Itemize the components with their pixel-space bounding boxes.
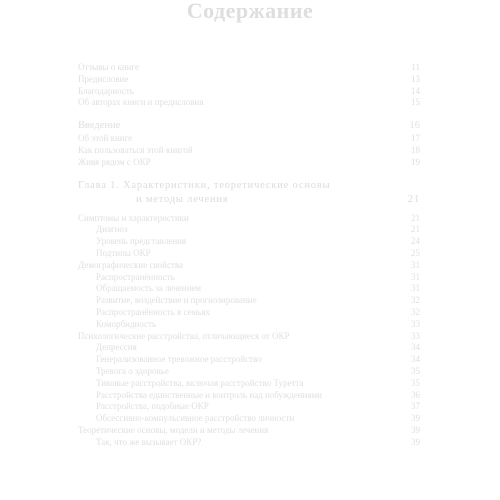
toc-entry-page: 34 bbox=[411, 342, 420, 353]
toc-entry[interactable] bbox=[78, 413, 420, 425]
toc-entry[interactable] bbox=[78, 248, 420, 260]
toc-entry-label: Так, что же вызывает ОКР? bbox=[96, 436, 202, 447]
toc-entry-label: Предисловие bbox=[78, 73, 129, 84]
toc-entry-label: Коморбидность bbox=[96, 318, 157, 329]
toc-entry[interactable] bbox=[78, 307, 420, 319]
toc-entry[interactable] bbox=[78, 283, 420, 295]
toc-entry[interactable] bbox=[78, 145, 420, 157]
toc-entry[interactable] bbox=[78, 224, 420, 236]
toc-entry-page: 24 bbox=[411, 236, 420, 247]
toc-entry-intro[interactable] bbox=[78, 119, 420, 133]
toc-entry-page: 31 bbox=[411, 271, 420, 282]
toc-entry-page: 14 bbox=[411, 85, 420, 96]
toc-entry-label: Генерализованное тревожное расстройство bbox=[96, 354, 262, 365]
toc-entry-label: Обсессивно-компульсивное расстройство личности bbox=[96, 413, 295, 424]
toc-entry-page: 32 bbox=[411, 295, 420, 306]
front-matter-list bbox=[78, 62, 420, 109]
toc-entry-label: Демографические свойства bbox=[78, 259, 183, 270]
toc-entry[interactable] bbox=[78, 331, 420, 343]
toc-entry[interactable] bbox=[78, 378, 420, 390]
toc-entry-label: Об этой книге bbox=[78, 133, 133, 144]
toc-entry-label: Уровень представления bbox=[96, 236, 187, 247]
toc-entry-label: Психологические расстройства, отличающиеся от ОКР bbox=[78, 330, 290, 341]
toc-entry-label: Тревога о здоровье bbox=[96, 365, 169, 376]
chapter-heading-line2[interactable] bbox=[78, 193, 420, 207]
intro-list bbox=[78, 133, 420, 168]
toc-entry-page: 33 bbox=[411, 330, 420, 341]
toc-entry-label: Обращаемость за лечением bbox=[96, 283, 202, 294]
toc-entry-label: Расстройства, подобные ОКР bbox=[96, 401, 209, 412]
toc-entry-page: 11 bbox=[411, 62, 420, 72]
toc-entry-page: 36 bbox=[411, 389, 420, 400]
toc-entry[interactable] bbox=[78, 133, 420, 145]
toc-entry-page: 32 bbox=[411, 306, 420, 317]
toc-entry[interactable] bbox=[78, 319, 420, 331]
toc-entry-page: 17 bbox=[411, 133, 420, 144]
toc-entry[interactable] bbox=[78, 401, 420, 413]
toc-entry[interactable] bbox=[78, 62, 420, 74]
toc-entry[interactable] bbox=[78, 213, 420, 225]
toc-entry[interactable] bbox=[78, 342, 420, 354]
toc-entry[interactable] bbox=[78, 74, 420, 86]
toc-entry[interactable] bbox=[78, 390, 420, 402]
toc-entry-label: Об авторах книги и предисловия bbox=[78, 97, 204, 108]
toc-entry-page: 31 bbox=[411, 259, 420, 270]
table-of-contents bbox=[78, 62, 420, 449]
toc-entry-page: 35 bbox=[411, 377, 420, 388]
toc-entry-page: 13 bbox=[411, 73, 420, 84]
chapter-heading-page: 21 bbox=[407, 193, 420, 205]
toc-entry-page: 21 bbox=[411, 224, 420, 235]
toc-entry-label: Как пользоваться этой книгой bbox=[78, 144, 193, 155]
toc-entry-page: 18 bbox=[411, 144, 420, 155]
toc-entry-label: Живя рядом с ОКР bbox=[78, 156, 151, 167]
toc-entry[interactable] bbox=[78, 157, 420, 169]
toc-entry[interactable] bbox=[78, 260, 420, 272]
toc-entry-page: 15 bbox=[411, 97, 420, 108]
toc-entry-page: 39 bbox=[411, 424, 420, 435]
toc-entry-page: 34 bbox=[411, 354, 420, 365]
toc-entry-label: Расстройства единственные и контроль над побуждениями bbox=[96, 389, 323, 400]
toc-entry-label: Отзывы о книге bbox=[78, 62, 140, 72]
toc-entry[interactable] bbox=[78, 236, 420, 248]
toc-entry-label: Развитие, воздействие и прогнозирование bbox=[96, 295, 257, 306]
toc-entry-page: 33 bbox=[411, 318, 420, 329]
toc-entry-page: 21 bbox=[411, 212, 420, 223]
toc-entry-label: Теоретические основы, модели и методы лечения bbox=[78, 424, 269, 435]
toc-entry[interactable] bbox=[78, 272, 420, 284]
toc-entry[interactable] bbox=[78, 366, 420, 378]
toc-entry[interactable] bbox=[78, 97, 420, 109]
toc-entry-page: 19 bbox=[411, 156, 420, 167]
chapter-entries-list bbox=[78, 213, 420, 449]
toc-entry-label: Депрессия bbox=[96, 342, 137, 353]
chapter-heading-label: и методы лечения bbox=[136, 193, 229, 205]
toc-entry[interactable] bbox=[78, 354, 420, 366]
toc-entry[interactable] bbox=[78, 86, 420, 98]
toc-entry-label: Подтипы ОКР bbox=[96, 247, 151, 258]
toc-entry-page: 16 bbox=[409, 120, 420, 132]
toc-entry-page: 39 bbox=[411, 413, 420, 424]
toc-entry-label: Распространённость bbox=[96, 271, 175, 282]
page-title: Содержание bbox=[186, 0, 314, 23]
toc-entry[interactable] bbox=[78, 425, 420, 437]
toc-entry-page: 37 bbox=[411, 401, 420, 412]
toc-entry-page: 25 bbox=[411, 247, 420, 258]
toc-entry-label: Диагноз bbox=[96, 224, 128, 235]
toc-entry[interactable] bbox=[78, 295, 420, 307]
toc-entry-label: Симптомы и характеристики bbox=[78, 212, 189, 223]
toc-entry[interactable] bbox=[78, 437, 420, 449]
toc-entry-label: Тиковые расстройства, включая расстройство Туретта bbox=[96, 377, 304, 388]
toc-entry-page: 31 bbox=[411, 283, 420, 294]
toc-entry-page: 39 bbox=[411, 436, 420, 447]
toc-entry-label: Введение bbox=[78, 120, 121, 132]
toc-entry-label: Распространённость в семьях bbox=[96, 306, 211, 317]
toc-entry-label: Благодарность bbox=[78, 85, 134, 96]
toc-entry-page: 35 bbox=[411, 365, 420, 376]
chapter-heading-line1[interactable]: Глава 1. Характеристики, теоретические основы bbox=[78, 179, 331, 191]
